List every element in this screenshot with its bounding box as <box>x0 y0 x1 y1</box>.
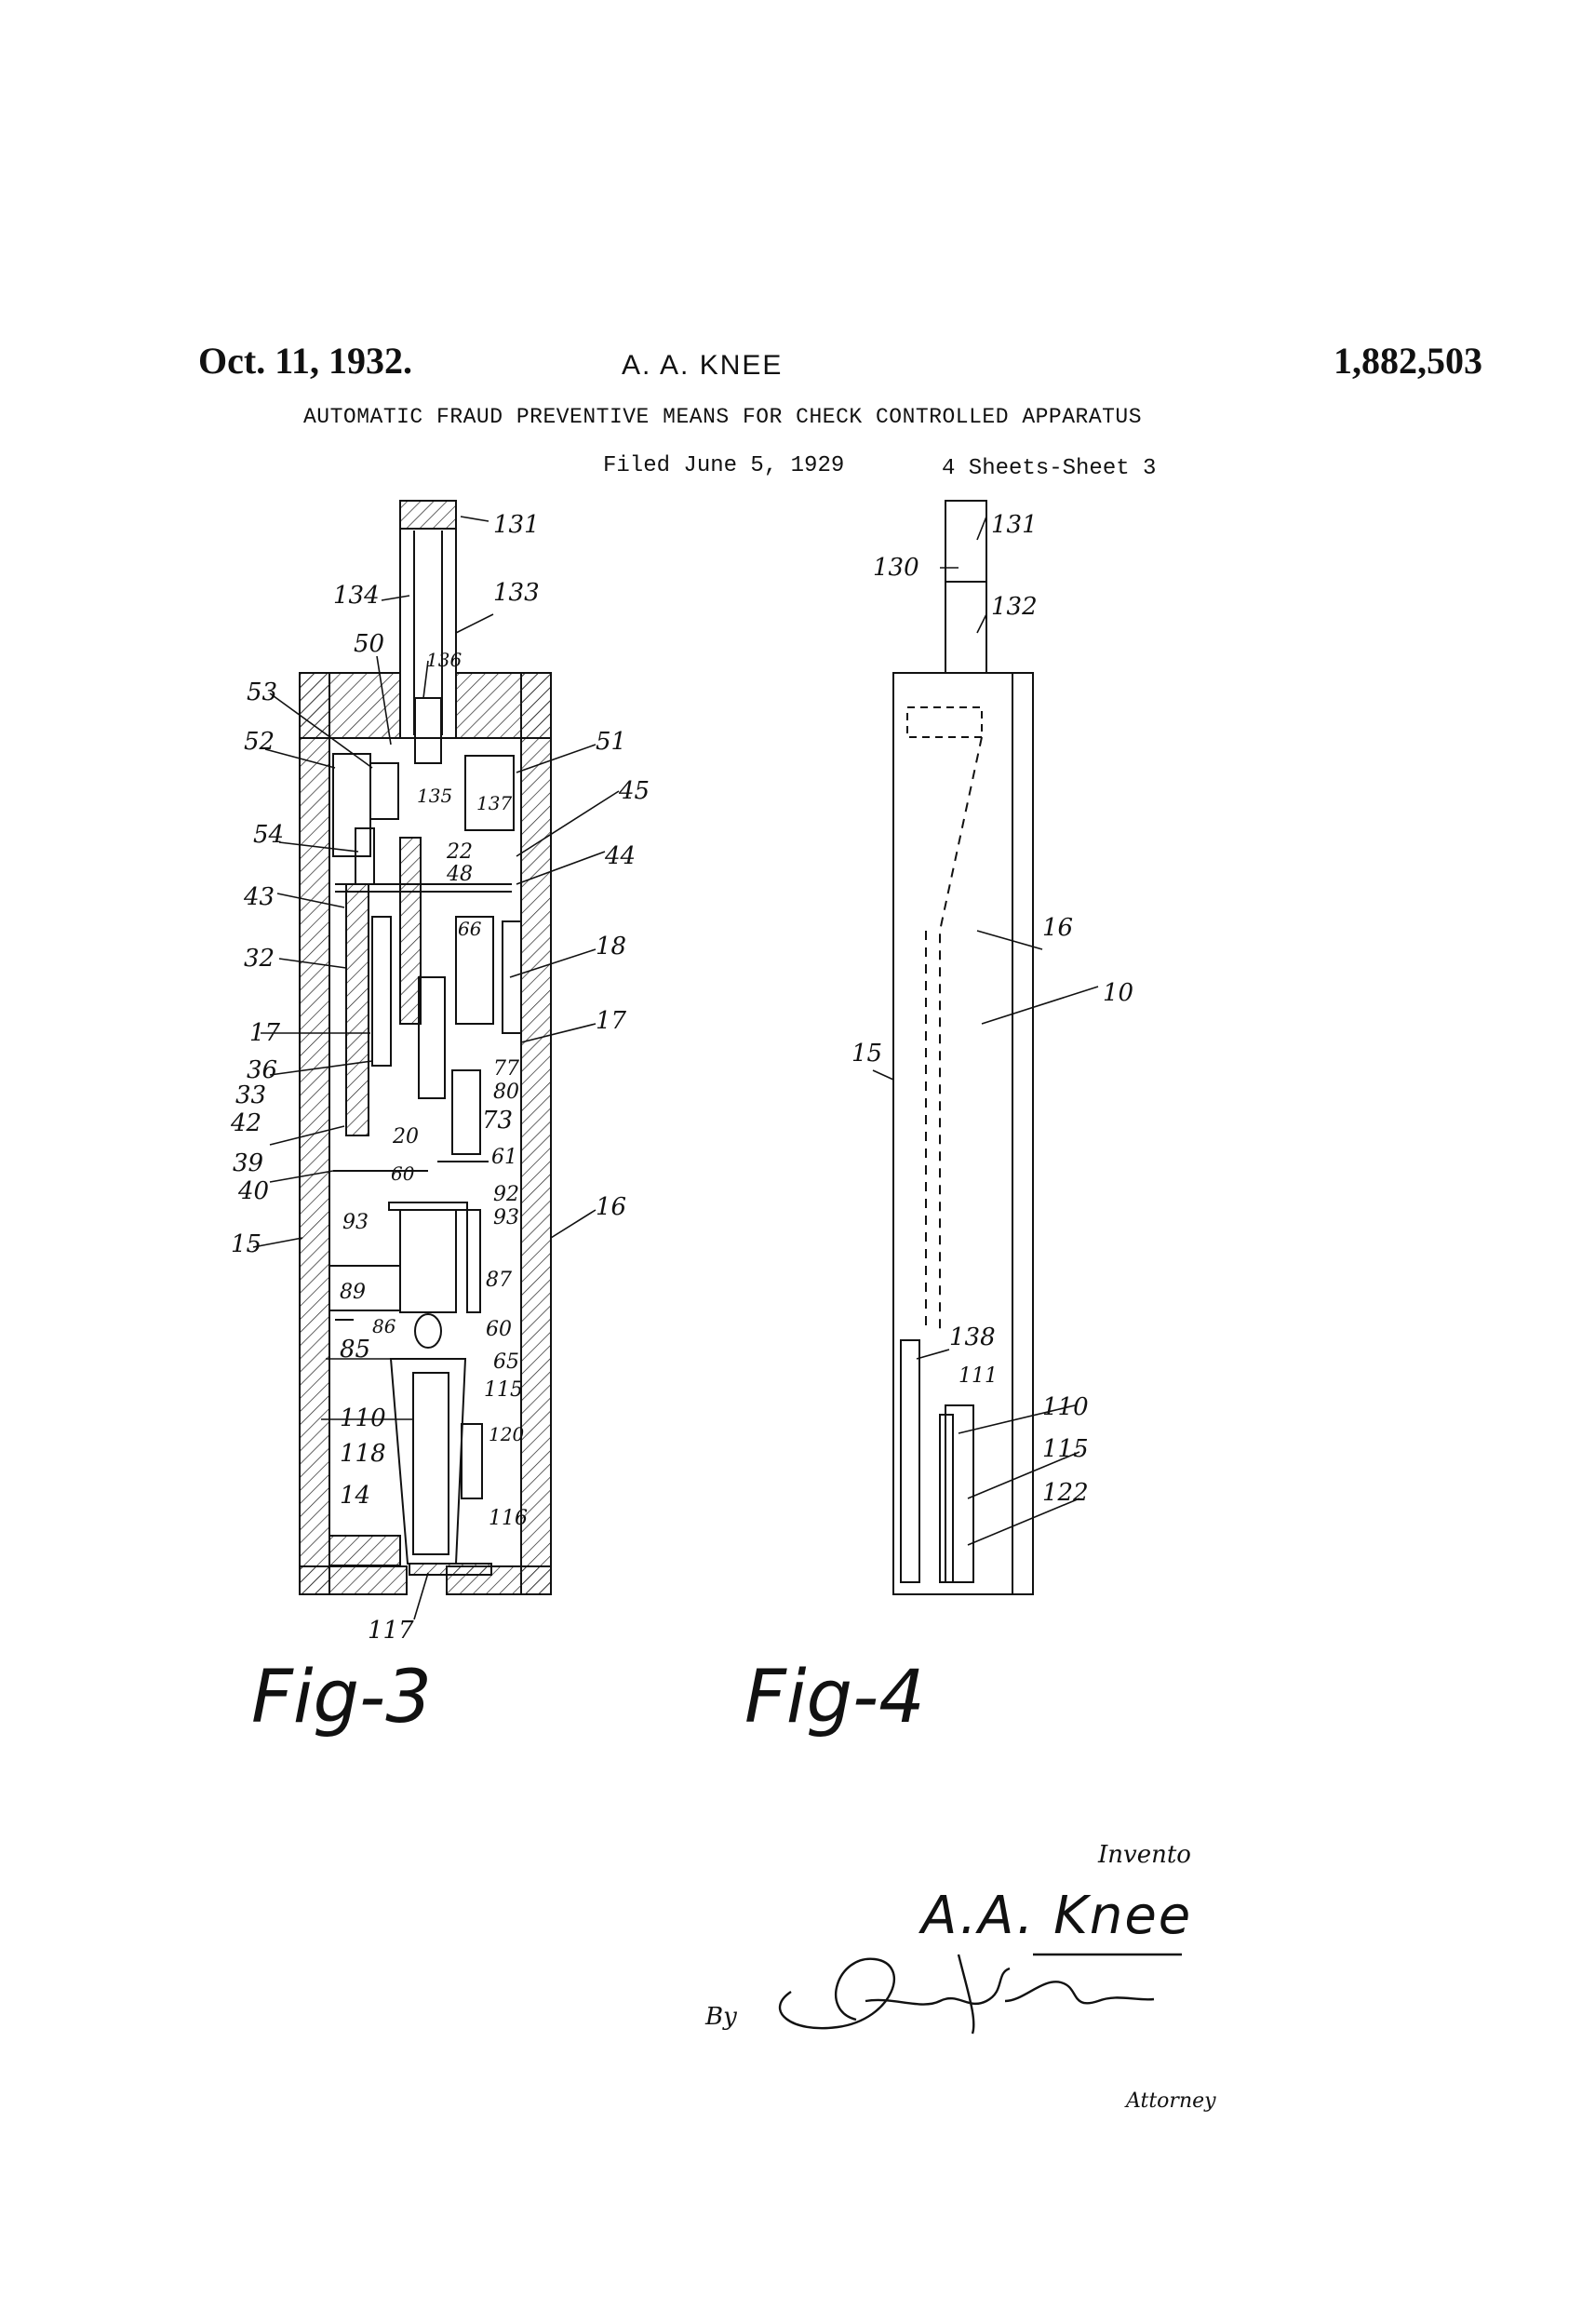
label-f4-132: 132 <box>991 593 1038 621</box>
label-87: 87 <box>486 1269 512 1292</box>
label-86: 86 <box>372 1315 396 1337</box>
label-77: 77 <box>493 1057 519 1081</box>
label-36: 36 <box>247 1056 278 1084</box>
check-131 <box>400 501 456 529</box>
casing-wall-right <box>521 673 551 1594</box>
check-135 <box>415 698 441 763</box>
label-137: 137 <box>476 792 513 814</box>
label-85: 85 <box>340 1336 371 1364</box>
label-f4-110: 110 <box>1042 1393 1089 1421</box>
fig4-caption: Fig-4 <box>744 1656 925 1740</box>
label-51: 51 <box>596 728 627 756</box>
label-48: 48 <box>447 863 473 886</box>
label-54: 54 <box>253 821 285 849</box>
label-f4-131: 131 <box>991 511 1038 539</box>
plunger-118 <box>413 1373 449 1554</box>
plate-52 <box>333 754 370 856</box>
label-17b: 17 <box>596 1007 627 1035</box>
label-73: 73 <box>482 1107 514 1135</box>
label-115: 115 <box>484 1378 523 1402</box>
label-18: 18 <box>596 933 627 960</box>
slide-20 <box>419 977 445 1098</box>
hidden-chute-top <box>907 707 982 737</box>
attorney-signature <box>780 1955 1182 2034</box>
label-131: 131 <box>493 511 540 539</box>
label-89: 89 <box>340 1281 366 1304</box>
label-17a: 17 <box>249 1019 281 1047</box>
label-53: 53 <box>247 678 278 706</box>
label-43: 43 <box>244 883 275 911</box>
label-120: 120 <box>489 1423 525 1445</box>
label-61: 61 <box>491 1146 517 1169</box>
label-16: 16 <box>596 1193 627 1221</box>
patent-title: AUTOMATIC FRAUD PREVENTIVE MEANS FOR CHECK CONTROLLED APPARATUS <box>303 405 1143 429</box>
label-f4-111: 111 <box>959 1364 998 1388</box>
part-80 <box>452 1070 480 1154</box>
by-word: By <box>705 2003 737 2031</box>
inventor-header: A. A. KNEE <box>622 350 784 381</box>
hidden-chute-path <box>926 737 982 1331</box>
receptacle-110-ext <box>945 1405 973 1582</box>
part-120 <box>462 1424 482 1498</box>
gear-32 <box>346 884 369 1135</box>
label-40: 40 <box>238 1177 270 1205</box>
part-53 <box>370 763 398 819</box>
link-60 <box>415 1314 441 1348</box>
label-33: 33 <box>235 1081 267 1109</box>
check-strip-131 <box>945 501 986 673</box>
receptacle-110 <box>391 1359 465 1564</box>
check-chute <box>400 501 456 738</box>
label-117: 117 <box>368 1617 414 1645</box>
label-135: 135 <box>417 785 453 807</box>
gear-22 <box>400 838 421 1024</box>
plate-116 <box>409 1564 491 1575</box>
label-22: 22 <box>447 840 473 864</box>
patent-number: 1,882,503 <box>1334 340 1482 382</box>
figure-captions <box>251 1656 925 1740</box>
label-14: 14 <box>340 1482 371 1510</box>
label-133: 133 <box>493 579 540 607</box>
label-39: 39 <box>233 1149 264 1177</box>
label-f4-10: 10 <box>1103 979 1134 1007</box>
inventor-signature: A.A. Knee <box>921 1886 1193 1946</box>
label-118: 118 <box>340 1440 386 1468</box>
label-f4-130: 130 <box>873 554 919 582</box>
label-f4-15: 15 <box>851 1040 883 1068</box>
bottom-block-left <box>300 1566 407 1594</box>
label-60a: 60 <box>391 1162 415 1185</box>
patent-date: Oct. 11, 1932. <box>198 340 412 382</box>
label-44: 44 <box>605 842 637 870</box>
label-32: 32 <box>244 945 275 973</box>
label-f4-138: 138 <box>949 1323 996 1351</box>
magnet-92 <box>400 1210 456 1312</box>
label-f4-16: 16 <box>1042 914 1074 942</box>
label-50: 50 <box>354 630 385 658</box>
label-80: 80 <box>493 1081 519 1104</box>
label-136: 136 <box>426 649 463 671</box>
strip-138 <box>901 1340 919 1582</box>
attorney-word: Attorney <box>1126 2089 1216 2113</box>
label-20: 20 <box>393 1125 419 1149</box>
inventor-word: Invento <box>1098 1841 1191 1869</box>
sheet-number: 4 Sheets-Sheet 3 <box>942 456 1157 481</box>
figure-4 <box>893 501 1033 1594</box>
top-block-right <box>456 673 551 738</box>
label-93a: 93 <box>342 1211 369 1234</box>
label-134: 134 <box>333 582 380 610</box>
label-52: 52 <box>244 728 275 756</box>
label-f4-115: 115 <box>1042 1435 1089 1463</box>
filed-date: Filed June 5, 1929 <box>603 453 845 478</box>
label-116: 116 <box>489 1507 528 1530</box>
label-92: 92 <box>493 1183 519 1206</box>
label-93b: 93 <box>493 1206 519 1229</box>
label-60b: 60 <box>486 1318 512 1341</box>
label-42: 42 <box>231 1109 262 1137</box>
fig3-caption: Fig-3 <box>251 1656 432 1740</box>
label-65: 65 <box>493 1350 519 1374</box>
lever-33 <box>372 917 391 1066</box>
label-f4-122: 122 <box>1042 1479 1089 1507</box>
top-plate-93 <box>389 1202 467 1210</box>
base-14 <box>329 1536 400 1565</box>
label-110: 110 <box>340 1404 386 1432</box>
label-45: 45 <box>619 777 650 805</box>
label-66: 66 <box>458 918 482 940</box>
bracket-87 <box>467 1210 480 1312</box>
label-15: 15 <box>231 1230 262 1258</box>
